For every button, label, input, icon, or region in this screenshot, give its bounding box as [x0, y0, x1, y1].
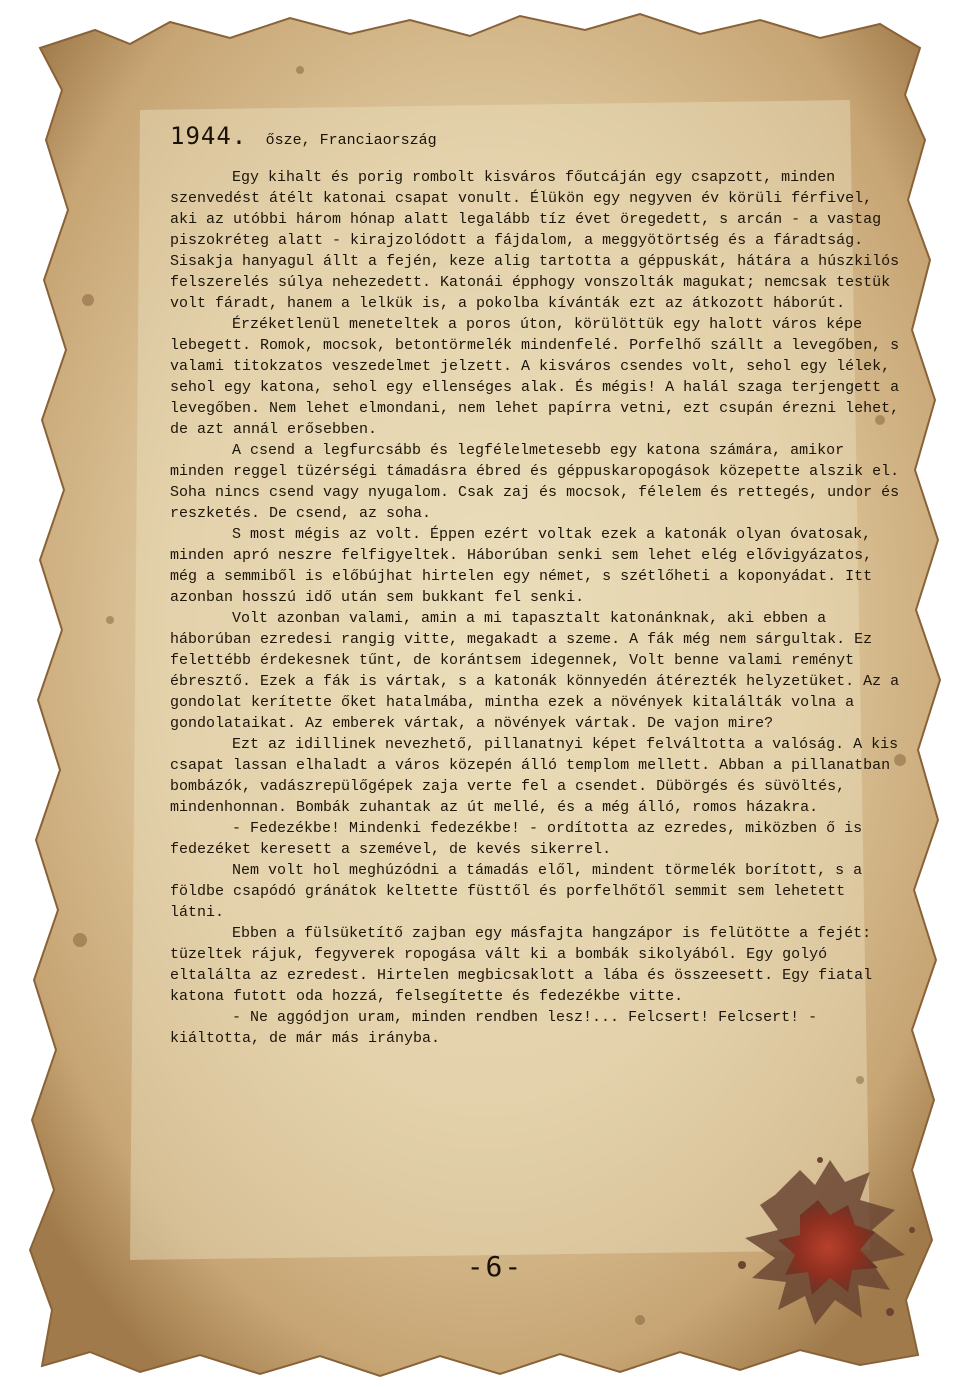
chapter-heading	[170, 122, 437, 155]
paragraph: Ezt az idillinek nevezhető, pillanatnyi képet felváltotta a valóság. A kis csapat lassan elhaladt a város közepén álló templom mellett. Abban a pillanatban bombázók, vadászrepülőgépek zaja verte fel a csendet. Dübörgés és süvöltés, mindenhonnan. Bombák zuhantak az út mellé, és a még álló, romos házakra.	[170, 736, 899, 816]
paragraph: A csend a legfurcsább és legfélelmetesebb egy katona számára, amikor minden reggel tüzérségi támadásra ébred és géppuskaropogások közepette alszik el. Soha nincs csend vagy nyugalom. Csak zaj és mocsok, félelem és rettegés, undor és reszketés. De csend, az soha.	[170, 442, 900, 522]
heading-place: ősze, Franciaország	[265, 132, 437, 149]
paragraph: Érzéketlenül meneteltek a poros úton, körülöttük egy halott város képe lebegett. Romok, mocsok, betontörmelék mindenfelé. Porfelhő szállt a levegőben, s valami titokzatos veszedelmet jelzett. A kisváros csendes volt, sehol egy lélek, sehol egy katona, sehol egy ellenséges alak. És mégis! A halál szaga terjengett a levegőben. Nem lehet elmondani, nem lehet papírra vetni, ezt csupán érezni lehet, de azt annál erősebben.	[170, 316, 900, 438]
paragraph: Nem volt hol meghúzódni a támadás elől, mindent törmelék borított, s a földbe csapódó gránátok keltette füsttől és porfelhőtől semmit sem lehetett látni.	[170, 862, 863, 921]
paragraph: S most mégis az volt. Éppen ezért voltak ezek a katonák olyan óvatosak, minden apró neszre felfigyeltek. Háborúban senki sem lehet elég elővigyázatos, még a semmiből is előbújhat hirtelen egy német, s szétlőheti a koponyádat. Itt azonban hosszú idő után sem bukkant fel senki.	[170, 526, 873, 606]
page-number: -6-	[466, 1250, 524, 1283]
paragraph: - Ne aggódjon uram, minden rendben lesz!... Felcsert! Felcsert! - kiáltotta, de már más irányba.	[170, 1009, 818, 1047]
paragraph: Ebben a fülsüketítő zajban egy másfajta hangzápor is felütötte a fejét: tüzeltek rájuk, fegyverek ropogása vált ki a bombák sikolyából. Egy golyó eltalálta az ezredest. Hirtelen megbicsaklott a lába és összeesett. Egy fiatal katona futott oda hozzá, felsegítette és fedezékbe vitte.	[170, 925, 873, 1005]
paragraph: Egy kihalt és porig rombolt kisváros főutcáján egy csapzott, minden szenvedést átélt katonai csapat vonult. Élükön egy negyven év körüli férfivel, aki az utóbbi három hónap alatt legalább tíz évet öregedett, s arcán - a vastag piszokréteg alatt - kirajzolódott a fájdalom, a meggyötörtség és a fáradtság. Sisakja hanyagul állt a fején, keze alig tartotta a géppuskát, hátára a húszkilós felszerelés súlya nehezedett. Katonái épphogy vonszolták magukat; nemcsak testük volt fáradt, hanem a lelkük is, a pokolba kívánták ezt az átkozott háborút.	[170, 169, 900, 312]
story-body	[170, 167, 900, 1049]
paragraph: Volt azonban valami, amin a mi tapasztalt katonánknak, aki ebben a háborúban ezredesi rangig vitte, megakadt a szeme. A fák még nem sárgultak. Ez felettébb érdekesnek tűnt, de korántsem idegennek, Volt benne valami reményt ébresztő. Ezek a fák is vártak, s a katonák könnyedén átérezték helyzetüket. Az a gondolat kerítette őket hatalmába, mintha ezek a növények kitalálták volna a gondolataikat. Az emberek vártak, a növények vártak. De vajon mire?	[170, 610, 900, 732]
paragraph: - Fedezékbe! Mindenki fedezékbe! - ordította az ezredes, miközben ő is fedezéket keresett a szemével, de kevés sikerrel.	[170, 820, 863, 858]
heading-year: 1944.	[170, 122, 248, 150]
